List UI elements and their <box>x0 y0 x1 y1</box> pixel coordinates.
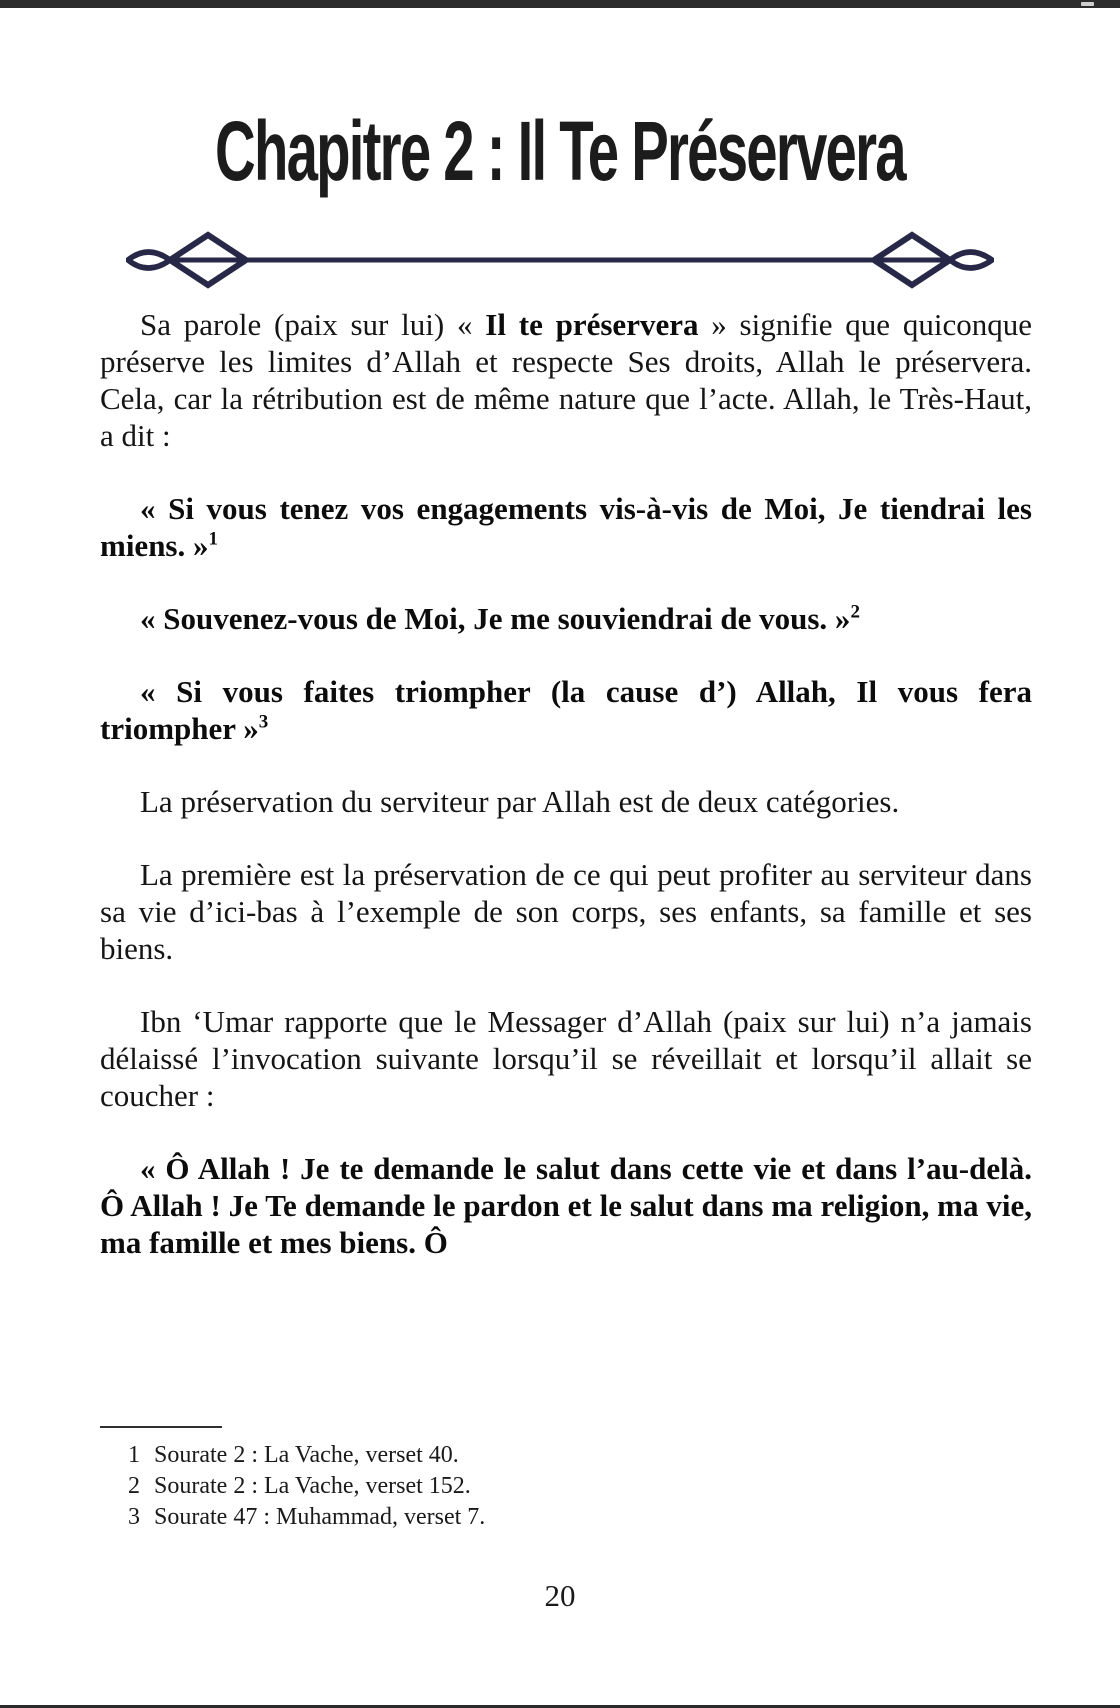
footnote-separator <box>100 1426 222 1428</box>
quran-quote-3 <box>100 673 1032 747</box>
quran-quote-2 <box>100 600 1032 637</box>
window-top-notch <box>1081 2 1094 6</box>
p1-tail: » signifie que quiconque préserve les limites d’Allah et respecte Ses droits, Allah le préservera. Cela, car la rétribution est de même nature que l’acte. Allah, le Très-Haut, a dit : <box>100 307 1032 453</box>
page-number: 20 <box>544 1578 576 1613</box>
footnote-1-text: Sourate 2 : La Vache, verset 40. <box>154 1442 459 1468</box>
window-top-edge <box>0 0 1120 8</box>
body-paragraph-3: La première est la préservation de ce qui peut profiter au serviteur dans sa vie d’ici-bas à l’exemple de son corps, ses enfants, sa famille et ses biens. <box>100 857 1032 966</box>
divider-ornament <box>126 228 994 292</box>
body-paragraph-4: Ibn ‘Umar rapporte que le Messager d’Allah (paix sur lui) n’a jamais délaissé l’invocation suivante lorsqu’il se réveillait et lorsqu’il allait se coucher : <box>100 1004 1032 1113</box>
footnote-ref-3: 3 <box>258 711 269 733</box>
footnote-ref-1: 1 <box>208 528 218 550</box>
quote-2-text: « Souvenez-vous de Moi, Je me souviendrai de vous. » <box>140 601 851 636</box>
quote-3-text: « Si vous faites triompher (la cause d’) Allah, Il vous fera triompher » <box>100 674 1032 746</box>
footnote-2-number: 2 <box>128 1473 140 1499</box>
chapter-title <box>0 86 1120 216</box>
quote-1-text: « Si vous tenez vos engagements vis-à-vis de Moi, Je tiendrai les miens. » <box>100 491 1032 563</box>
body-paragraph-1 <box>100 306 1032 454</box>
p1-bold-phrase: Il te préservera <box>485 307 699 342</box>
footnote-2 <box>100 1471 1032 1502</box>
quran-quote-1 <box>100 490 1032 564</box>
right-leaf-icon <box>950 252 992 268</box>
p1-lead: Sa parole (paix sur lui) « <box>140 307 486 342</box>
left-leaf-icon <box>128 252 170 268</box>
invocation-quote: « Ô Allah ! Je te demande le salut dans cette vie et dans l’au-delà. Ô Allah ! Je Te demande le pardon et le salut dans ma religion, ma vie, ma famille et mes biens. Ô <box>100 1151 1032 1260</box>
footnote-3-text: Sourate 47 : Muhammad, verset 7. <box>154 1504 486 1530</box>
footnote-2-text: Sourate 2 : La Vache, verset 152. <box>154 1473 471 1499</box>
footnote-1 <box>100 1440 1032 1471</box>
chapter-title-text: Chapitre 2 : Il Te Préservera <box>215 103 905 199</box>
footnote-3 <box>100 1502 1032 1533</box>
footnote-1-number: 1 <box>128 1442 140 1468</box>
footnote-3-number: 3 <box>128 1504 140 1530</box>
body-text <box>100 306 1032 1261</box>
body-paragraph-2: La préservation du serviteur par Allah est de deux catégories. <box>140 784 900 819</box>
footnote-area <box>100 1426 1032 1533</box>
footnote-ref-2: 2 <box>850 601 860 623</box>
